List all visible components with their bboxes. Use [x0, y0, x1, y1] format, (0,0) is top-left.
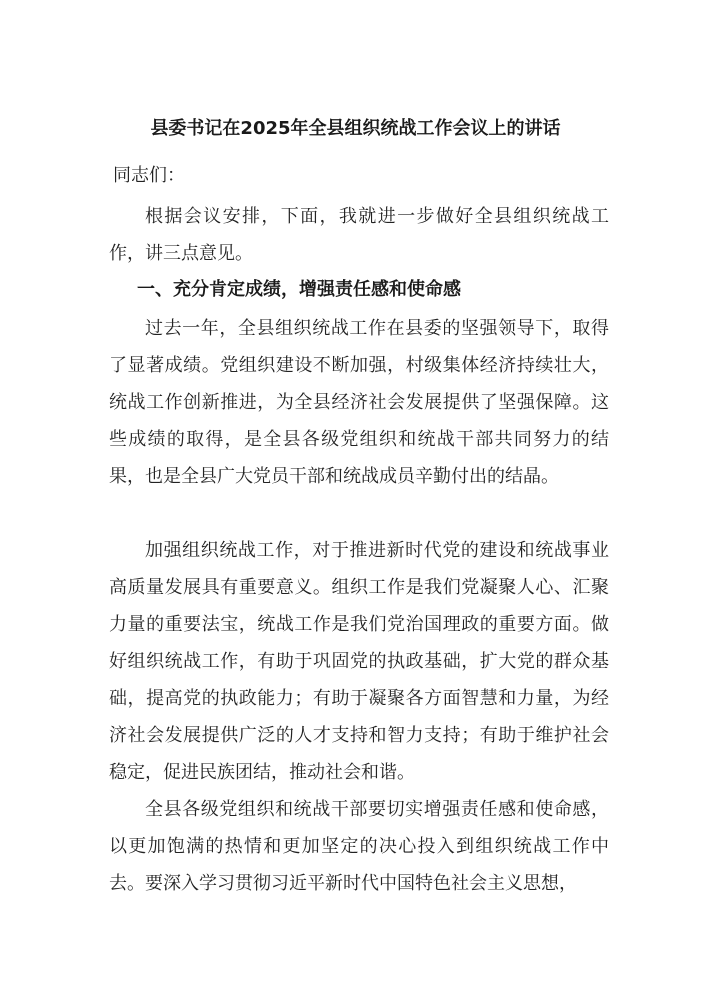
body-paragraph: 过去一年，全县组织统战工作在县委的坚强领导下，取得了显著成绩。党组织建设不断加强，村级集体经济持续壮大，统战工作创新推进，为全县经济社会发展提供了坚强保障。这些成绩的取得，是全县各级党组织和统战干部共同努力的结果，也是全县广大党员干部和统战成员辛勤付出的结晶。	[109, 318, 609, 487]
document-title: 县委书记在2025年全县组织统战工作会议上的讲话	[150, 118, 561, 139]
body-paragraph: 全县各级党组织和统战干部要切实增强责任感和使命感，以更加饱满的热情和更加坚定的决心投入到组织统战工作中去。要深入学习贯彻习近平新时代中国特色社会主义思想，	[109, 799, 609, 894]
body-paragraph: 加强组织统战工作，对于推进新时代党的建设和统战事业高质量发展具有重要意义。组织工作是我们党凝聚人心、汇聚力量的重要法宝，统战工作是我们党治国理政的重要方面。做好组织统战工作，有助于巩固党的执政基础，扩大党的群众基础，提高党的执政能力；有助于凝聚各方面智慧和力量，为经济社会发展提供广泛的人才支持和智力支持；有助于维护社会稳定，促进民族团结，推动社会和谐。	[109, 540, 609, 783]
intro-paragraph: 根据会议安排，下面，我就进一步做好全县组织统战工作，讲三点意见。	[109, 206, 609, 264]
greeting: 同志们：	[113, 165, 185, 186]
section-heading: 一、充分肯定成绩，增强责任感和使命感	[137, 279, 461, 300]
